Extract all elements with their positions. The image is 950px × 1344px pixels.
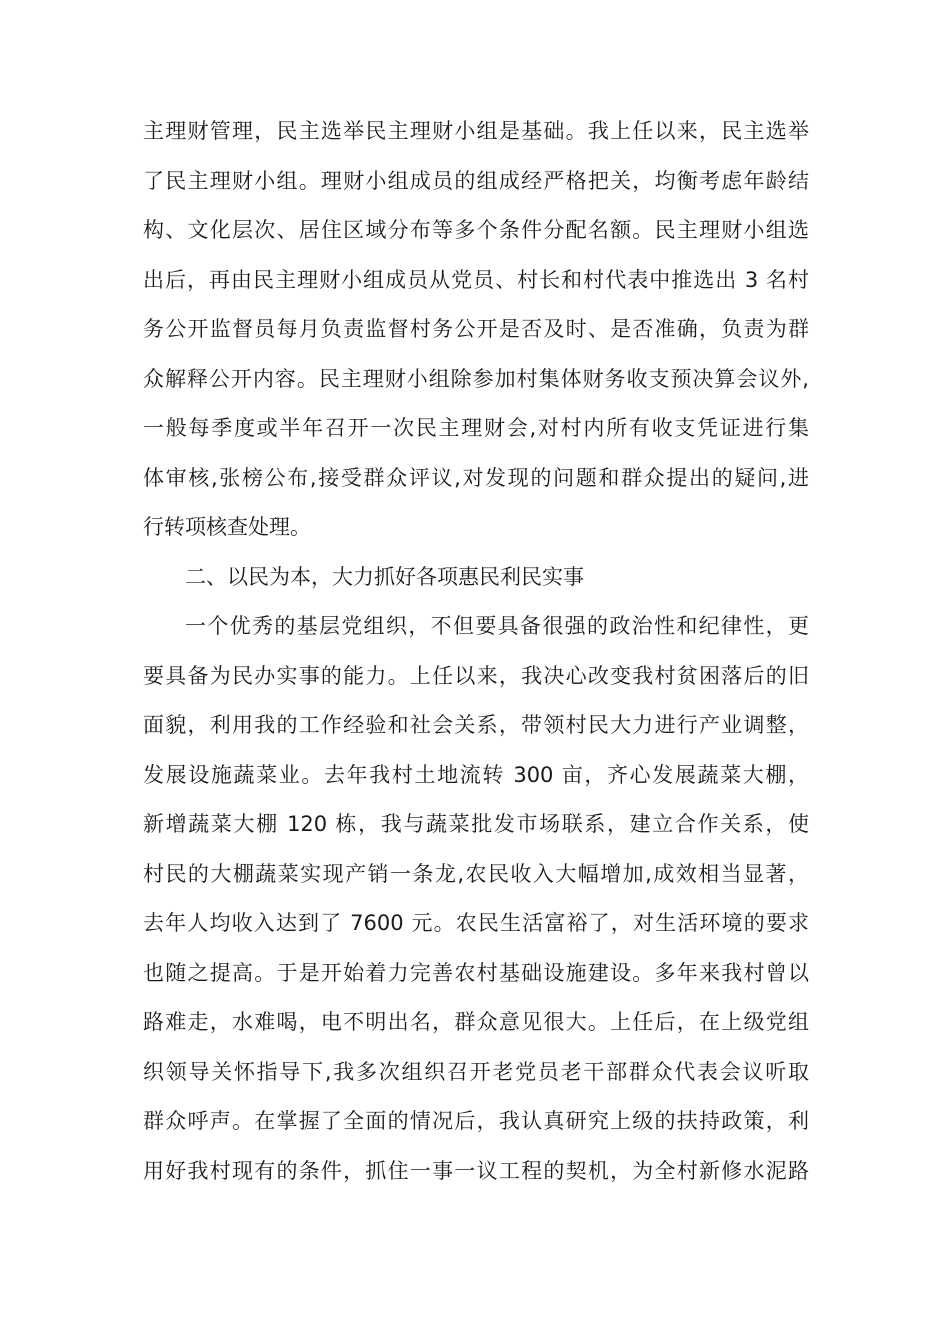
text-line: 主理财管理，民主选举民主理财小组是基础。我上任以来，民主选举 [143,119,809,143]
text-line: 去年人均收入达到了 7600 元。农民生活富裕了，对生活环境的要求 [143,911,809,935]
text-line: 务公开监督员每月负责监督村务公开是否及时、是否准确，负责为群 [143,317,809,341]
text-line: 发展设施蔬菜业。去年我村土地流转 300 亩，齐心发展蔬菜大棚， [143,762,809,787]
text-line: 行转项核查处理。 [143,515,311,539]
text-line: 织领导关怀指导下,我多次组织召开老党员老干部群众代表会议听取 [143,1059,809,1084]
text-line: 路难走，水难喝，电不明出名，群众意见很大。上任后，在上级党组 [143,1010,809,1034]
text-line: 体审核,张榜公布,接受群众评议,对发现的问题和群众提出的疑问,进 [143,465,809,490]
section-heading: 二、以民为本，大力抓好各项惠民利民实事 [185,564,584,589]
paragraph-village-finance [143,107,809,553]
text-line: 众解释公开内容。民主理财小组除参加村集体财务收支预决算会议外, [143,366,809,391]
text-line: 要具备为民办实事的能力。上任以来，我决心改变我村贫困落后的旧 [143,663,809,688]
text-line: 了民主理财小组。理财小组成员的组成经严格把关，均衡考虑年龄结 [143,168,809,193]
text-line: 一个优秀的基层党组织，不但要具备很强的政治性和纪律性，更 [185,614,809,638]
paragraph-people-first [143,602,809,1196]
text-line: 一般每季度或半年召开一次民主理财会,对村内所有收支凭证进行集 [143,416,809,440]
document-body [143,107,809,1196]
text-line: 也随之提高。于是开始着力完善农村基础设施建设。多年来我村曾以 [143,960,809,985]
text-line: 新增蔬菜大棚 120 栋，我与蔬菜批发市场联系，建立合作关系，使 [143,812,809,836]
text-line: 面貌，利用我的工作经验和社会关系，带领村民大力进行产业调整， [143,713,809,737]
text-line: 出后，再由民主理财小组成员从党员、村长和村代表中推选出 3 名村 [143,267,809,292]
text-line: 构、文化层次、居住区域分布等多个条件分配名额。民主理财小组选 [143,218,809,242]
text-line: 用好我村现有的条件，抓住一事一议工程的契机，为全村新修水泥路 [143,1158,809,1183]
text-line: 村民的大棚蔬菜实现产销一条龙,农民收入大幅增加,成效相当显著， [143,861,809,886]
text-line: 群众呼声。在掌握了全面的情况后，我认真研究上级的扶持政策，利 [143,1109,809,1133]
